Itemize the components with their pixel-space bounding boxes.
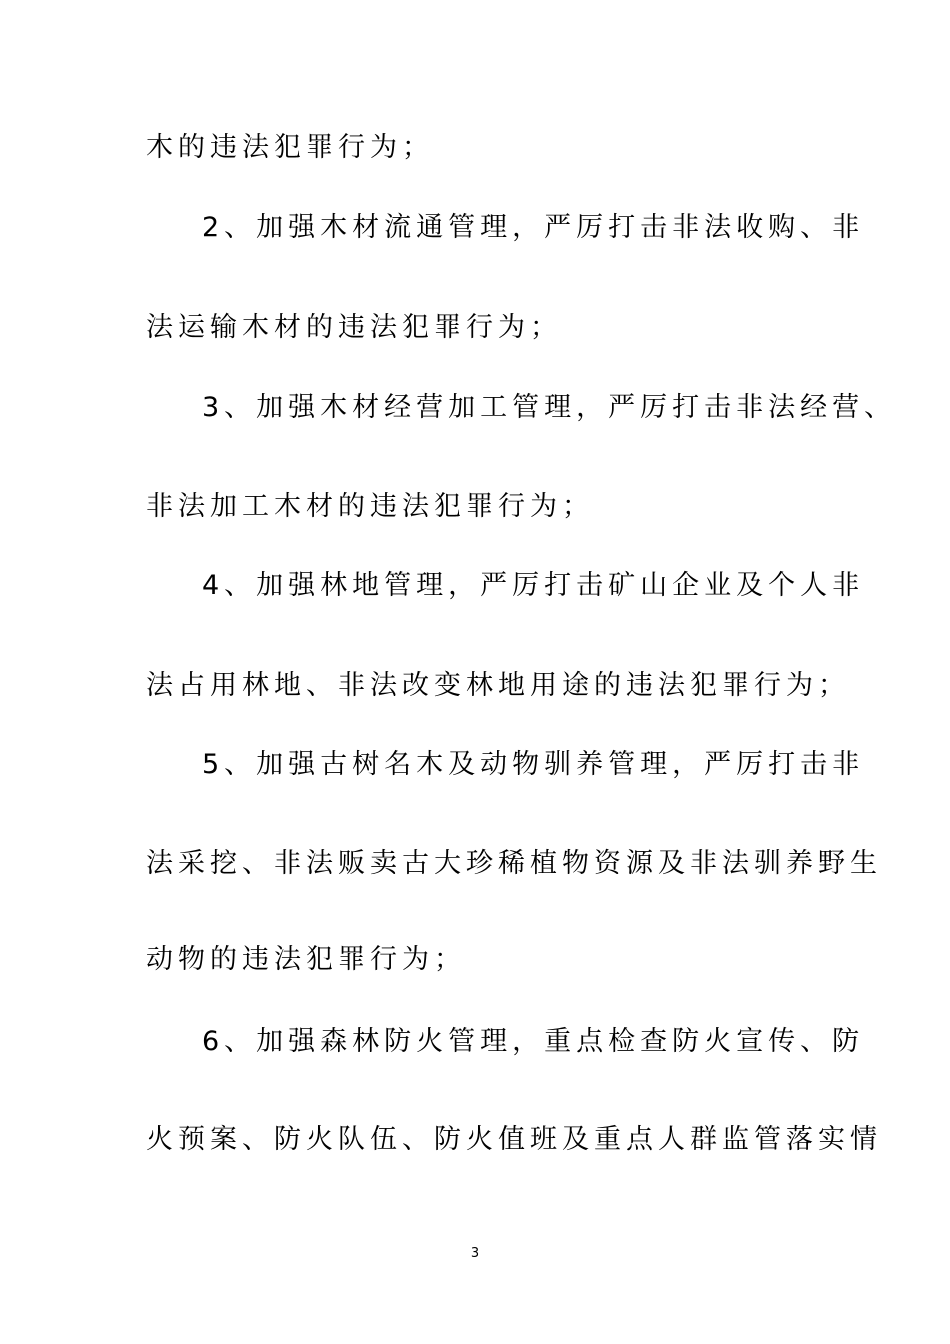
text-line: 5、加强古树名木及动物驯养管理，严厉打击非 <box>202 749 865 780</box>
text-line: 3、加强木材经营加工管理，严厉打击非法经营、 <box>202 392 897 423</box>
text-line: 法运输木材的违法犯罪行为； <box>146 312 562 343</box>
text-line: 木的违法犯罪行为； <box>146 132 434 163</box>
text-line: 动物的违法犯罪行为； <box>146 944 466 975</box>
text-line: 法占用林地、非法改变林地用途的违法犯罪行为； <box>146 670 850 701</box>
text-line: 2、加强木材流通管理，严厉打击非法收购、非 <box>202 212 865 243</box>
page-number: 3 <box>470 1246 480 1261</box>
text-line: 6、加强森林防火管理，重点检查防火宣传、防 <box>202 1026 865 1057</box>
text-line: 火预案、防火队伍、防火值班及重点人群监管落实情 <box>146 1124 882 1155</box>
text-line: 非法加工木材的违法犯罪行为； <box>146 491 594 522</box>
text-line: 法采挖、非法贩卖古大珍稀植物资源及非法驯养野生 <box>146 848 882 879</box>
text-line: 4、加强林地管理，严厉打击矿山企业及个人非 <box>202 570 865 601</box>
